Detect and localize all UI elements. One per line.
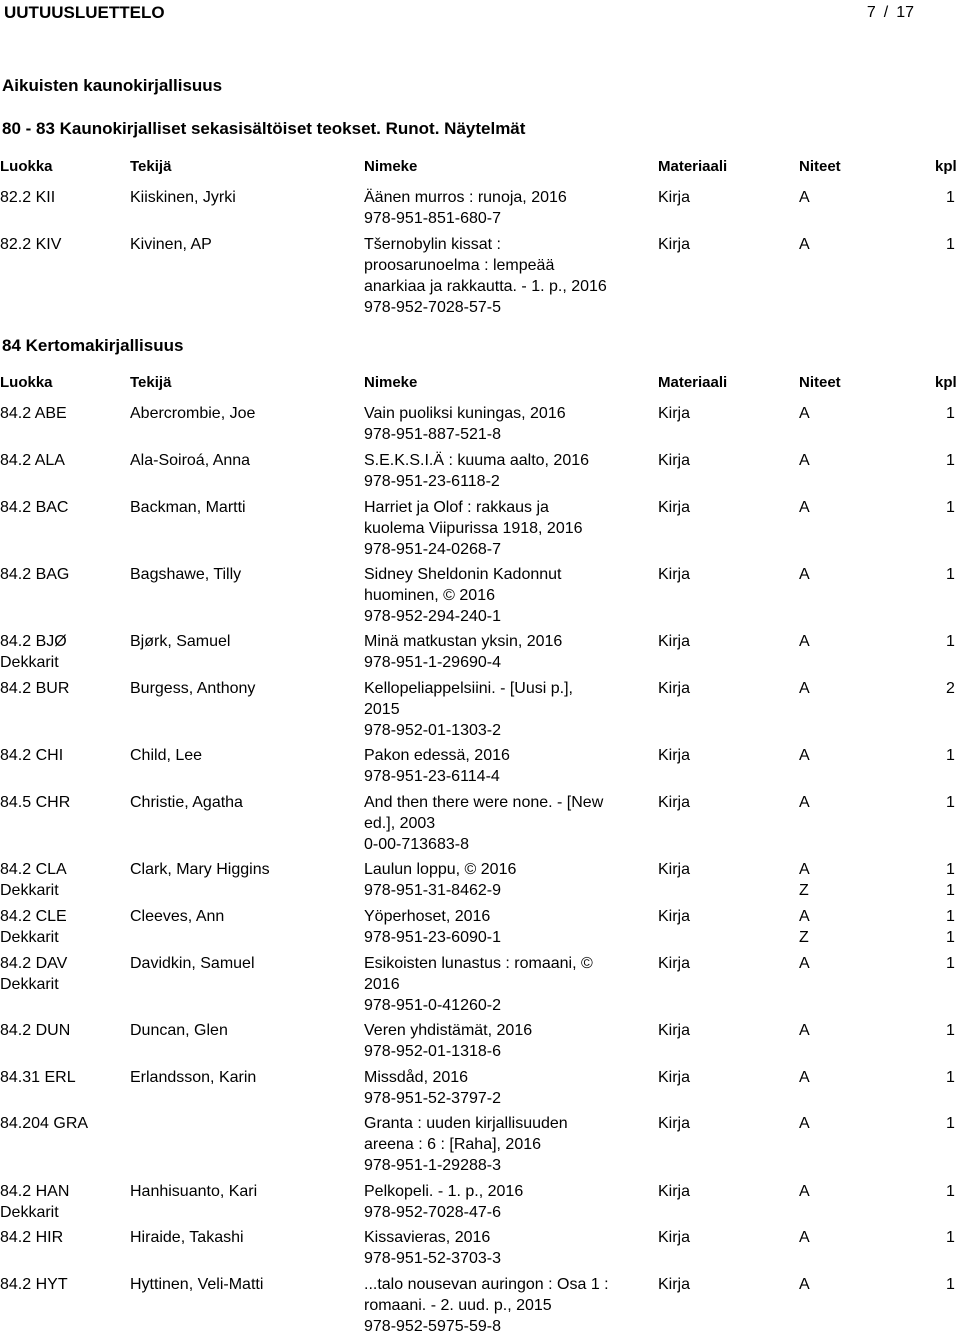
cell-kpl: 1 <box>946 955 955 972</box>
luokka-line: 84.2 HAN <box>0 1183 70 1200</box>
cell-luokka <box>0 234 125 255</box>
cell-kpl: 1 <box>946 1183 955 1200</box>
cell-tekija: Ala-Soiroá, Anna <box>130 452 251 469</box>
cell-kpl: 1 <box>946 861 955 878</box>
cell-niteet: A <box>799 861 810 878</box>
cell-luokka <box>0 564 125 585</box>
cell-materiaali: Kirja <box>658 499 691 516</box>
cell-tekija: Hiraide, Takashi <box>130 1229 244 1246</box>
luokka-line: 84.31 ERL <box>0 1069 76 1086</box>
nimeke-line: 0-00-713683-8 <box>364 836 469 853</box>
col-tekija: Tekijä <box>130 158 172 175</box>
luokka-line: 84.2 DUN <box>0 1022 71 1039</box>
cell-tekija: Backman, Martti <box>130 499 246 516</box>
cell-niteet: A <box>799 633 810 650</box>
cell-materiaali: Kirja <box>658 1229 691 1246</box>
cell-tekija: Burgess, Anthony <box>130 680 256 697</box>
cell-materiaali: Kirja <box>658 405 691 422</box>
cell-nimeke <box>364 745 624 787</box>
cell-nimeke <box>364 1113 624 1176</box>
luokka-line: 82.2 KIV <box>0 236 62 253</box>
luokka-line: 84.2 CLA <box>0 861 67 878</box>
cell-materiaali: Kirja <box>658 680 691 697</box>
cell-niteet: A <box>799 405 810 422</box>
luokka-line: 84.2 BAC <box>0 499 69 516</box>
cell-materiaali: Kirja <box>658 566 691 583</box>
cell-materiaali: Kirja <box>658 1115 691 1132</box>
luokka-line: 84.2 BUR <box>0 680 70 697</box>
nimeke-line: 978-951-851-680-7 <box>364 210 501 227</box>
nimeke-line: 978-951-23-6118-2 <box>364 473 500 490</box>
cell-niteet: A <box>799 566 810 583</box>
col-kpl: kpl <box>935 374 957 391</box>
cell-materiaali: Kirja <box>658 452 691 469</box>
luokka-line: Dekkarit <box>0 882 59 899</box>
nimeke-line: Pakon edessä, 2016 <box>364 747 510 764</box>
cell-nimeke <box>364 497 624 560</box>
column-headers <box>0 372 960 394</box>
cell-luokka <box>0 403 125 424</box>
nimeke-line: Veren yhdistämät, 2016 <box>364 1022 533 1039</box>
nimeke-line: S.E.K.S.I.Ä : kuuma aalto, 2016 <box>364 452 590 469</box>
cell-kpl: 1 <box>946 633 955 650</box>
cell-kpl: 1 <box>946 929 955 946</box>
col-kpl: kpl <box>935 158 957 175</box>
cell-kpl: 1 <box>946 189 955 206</box>
cell-luokka <box>0 1181 125 1223</box>
luokka-line: Dekkarit <box>0 654 59 671</box>
nimeke-line: ed.], 2003 <box>364 815 436 832</box>
cell-kpl: 1 <box>946 566 955 583</box>
cell-nimeke <box>364 678 624 741</box>
group-title-runot: 80 - 83 Kaunokirjalliset sekasisältöiset teokset. Runot. Näytelmät <box>2 119 526 138</box>
cell-nimeke <box>364 953 624 1016</box>
nimeke-line: 978-951-1-29690-4 <box>364 654 501 671</box>
cell-niteet: A <box>799 908 810 925</box>
cell-luokka <box>0 953 125 995</box>
nimeke-line: Sidney Sheldonin Kadonnut <box>364 566 562 583</box>
cell-kpl: 1 <box>946 1069 955 1086</box>
nimeke-line: kuolema Viipurissa 1918, 2016 <box>364 520 583 537</box>
cell-kpl: 1 <box>946 1022 955 1039</box>
page-total: 17 <box>896 4 914 21</box>
luokka-line: Dekkarit <box>0 1204 59 1221</box>
cell-luokka <box>0 745 125 766</box>
nimeke-line: Harriet ja Olof : rakkaus ja <box>364 499 549 516</box>
cell-niteet: A <box>799 452 810 469</box>
col-tekija: Tekijä <box>130 374 172 391</box>
nimeke-line: 2015 <box>364 701 400 718</box>
cell-kpl: 1 <box>946 499 955 516</box>
col-nimeke: Nimeke <box>364 374 418 391</box>
cell-materiaali: Kirja <box>658 955 691 972</box>
nimeke-line: Kellopeliappelsiini. - [Uusi p.], <box>364 680 573 697</box>
cell-materiaali: Kirja <box>658 236 691 253</box>
nimeke-line: 978-951-52-3703-3 <box>364 1250 501 1267</box>
luokka-line: 84.2 CLE <box>0 908 67 925</box>
nimeke-line: 978-952-5975-59-8 <box>364 1318 501 1335</box>
cell-luokka <box>0 859 125 901</box>
cell-materiaali: Kirja <box>658 1276 691 1293</box>
cell-niteet: A <box>799 236 810 253</box>
cell-tekija: Christie, Agatha <box>130 794 243 811</box>
nimeke-line: Minä matkustan yksin, 2016 <box>364 633 563 650</box>
cell-kpl: 1 <box>946 1115 955 1132</box>
cell-luokka <box>0 497 125 518</box>
luokka-line: 82.2 KII <box>0 189 56 206</box>
document-title: UUTUUSLUETTELO <box>4 3 165 22</box>
cell-tekija: Davidkin, Samuel <box>130 955 255 972</box>
cell-niteet: A <box>799 680 810 697</box>
cell-luokka <box>0 1067 125 1088</box>
cell-tekija: Child, Lee <box>130 747 203 764</box>
cell-niteet: A <box>799 189 810 206</box>
cell-luokka <box>0 792 125 813</box>
cell-niteet: A <box>799 794 810 811</box>
nimeke-line: And then there were none. - [New <box>364 794 604 811</box>
cell-luokka <box>0 1020 125 1041</box>
cell-niteet: Z <box>799 929 809 946</box>
cell-niteet: A <box>799 1183 810 1200</box>
cell-kpl: 1 <box>946 452 955 469</box>
nimeke-line: 978-951-52-3797-2 <box>364 1090 501 1107</box>
nimeke-line: Missdåd, 2016 <box>364 1069 469 1086</box>
column-headers <box>0 156 960 178</box>
cell-kpl: 1 <box>946 1229 955 1246</box>
nimeke-line: 2016 <box>364 976 400 993</box>
cell-materiaali: Kirja <box>658 1183 691 1200</box>
cell-materiaali: Kirja <box>658 747 691 764</box>
cell-luokka <box>0 1113 125 1134</box>
luokka-line: Dekkarit <box>0 976 59 993</box>
cell-materiaali: Kirja <box>658 908 691 925</box>
nimeke-line: Yöperhoset, 2016 <box>364 908 491 925</box>
luokka-line: 84.2 DAV <box>0 955 68 972</box>
cell-luokka <box>0 906 125 948</box>
page-number: 7 <box>866 4 876 21</box>
cell-tekija: Hanhisuanto, Kari <box>130 1183 258 1200</box>
cell-tekija: Clark, Mary Higgins <box>130 861 270 878</box>
section-title: Aikuisten kaunokirjallisuus <box>2 76 223 95</box>
luokka-line: Dekkarit <box>0 929 59 946</box>
cell-niteet: A <box>799 1229 810 1246</box>
col-luokka: Luokka <box>0 374 53 391</box>
cell-tekija: Kivinen, AP <box>130 236 212 253</box>
nimeke-line: Tšernobylin kissat : <box>364 236 501 253</box>
cell-materiaali: Kirja <box>658 1022 691 1039</box>
nimeke-line: Laulun loppu, © 2016 <box>364 861 517 878</box>
cell-niteet: A <box>799 1115 810 1132</box>
cell-materiaali: Kirja <box>658 1069 691 1086</box>
cell-nimeke <box>364 859 624 901</box>
cell-niteet: A <box>799 1069 810 1086</box>
page-indicator: 7 / 17 <box>866 4 914 21</box>
cell-tekija: Hyttinen, Veli-Matti <box>130 1276 264 1293</box>
cell-nimeke <box>364 1020 624 1062</box>
cell-tekija: Bjørk, Samuel <box>130 633 231 650</box>
cell-nimeke <box>364 906 624 948</box>
cell-nimeke <box>364 1067 624 1109</box>
cell-nimeke <box>364 450 624 492</box>
cell-luokka <box>0 678 125 699</box>
cell-luokka <box>0 187 125 208</box>
luokka-line: 84.2 HYT <box>0 1276 68 1293</box>
nimeke-line: 978-951-1-29288-3 <box>364 1157 501 1174</box>
nimeke-line: 978-952-01-1303-2 <box>364 722 501 739</box>
luokka-line: 84.2 BAG <box>0 566 70 583</box>
luokka-line: 84.2 ALA <box>0 452 65 469</box>
cell-luokka <box>0 1227 125 1248</box>
cell-tekija: Bagshawe, Tilly <box>130 566 242 583</box>
cell-niteet: A <box>799 955 810 972</box>
nimeke-line: ...talo nousevan auringon : Osa 1 : <box>364 1276 609 1293</box>
cell-nimeke <box>364 403 624 445</box>
cell-luokka <box>0 1274 125 1295</box>
nimeke-line: Äänen murros : runoja, 2016 <box>364 189 567 206</box>
nimeke-line: areena : 6 : [Raha], 2016 <box>364 1136 542 1153</box>
cell-nimeke <box>364 564 624 627</box>
nimeke-line: 978-951-887-521-8 <box>364 426 501 443</box>
cell-nimeke <box>364 1274 624 1337</box>
cell-nimeke <box>364 631 624 673</box>
luokka-line: 84.5 CHR <box>0 794 71 811</box>
col-luokka: Luokka <box>0 158 53 175</box>
cell-materiaali: Kirja <box>658 189 691 206</box>
col-niteet: Niteet <box>799 374 841 391</box>
nimeke-line: 978-951-24-0268-7 <box>364 541 501 558</box>
nimeke-line: 978-952-7028-47-6 <box>364 1204 501 1221</box>
cell-kpl: 1 <box>946 747 955 764</box>
cell-tekija: Abercrombie, Joe <box>130 405 256 422</box>
cell-niteet: Z <box>799 882 809 899</box>
cell-tekija: Kiiskinen, Jyrki <box>130 189 236 206</box>
cell-nimeke <box>364 792 624 855</box>
cell-materiaali: Kirja <box>658 861 691 878</box>
nimeke-line: Granta : uuden kirjallisuuden <box>364 1115 568 1132</box>
cell-niteet: A <box>799 499 810 516</box>
nimeke-line: 978-952-7028-57-5 <box>364 299 501 316</box>
nimeke-line: Esikoisten lunastus : romaani, © <box>364 955 593 972</box>
nimeke-line: 978-951-0-41260-2 <box>364 997 501 1014</box>
luokka-line: 84.2 CHI <box>0 747 64 764</box>
cell-kpl: 1 <box>946 1276 955 1293</box>
nimeke-line: Pelkopeli. - 1. p., 2016 <box>364 1183 524 1200</box>
cell-luokka <box>0 631 125 673</box>
nimeke-line: Kissavieras, 2016 <box>364 1229 491 1246</box>
cell-tekija: Erlandsson, Karin <box>130 1069 257 1086</box>
cell-kpl: 1 <box>946 908 955 925</box>
cell-kpl: 2 <box>946 680 955 697</box>
nimeke-line: 978-951-23-6114-4 <box>364 768 500 785</box>
cell-nimeke <box>364 1181 624 1223</box>
luokka-line: 84.2 ABE <box>0 405 67 422</box>
cell-niteet: A <box>799 747 810 764</box>
cell-kpl: 1 <box>946 794 955 811</box>
cell-kpl: 1 <box>946 405 955 422</box>
nimeke-line: 978-951-23-6090-1 <box>364 929 501 946</box>
cell-kpl: 1 <box>946 236 955 253</box>
luokka-line: 84.2 HIR <box>0 1229 64 1246</box>
cell-nimeke <box>364 187 624 229</box>
cell-niteet: A <box>799 1276 810 1293</box>
page-header <box>0 0 960 26</box>
cell-kpl: 1 <box>946 882 955 899</box>
cell-nimeke <box>364 1227 624 1269</box>
cell-nimeke <box>364 234 624 318</box>
col-materiaali: Materiaali <box>658 158 728 175</box>
cell-luokka <box>0 450 125 471</box>
nimeke-line: proosarunoelma : lempeää <box>364 257 555 274</box>
cell-tekija: Duncan, Glen <box>130 1022 228 1039</box>
nimeke-line: anarkiaa ja rakkautta. - 1. p., 2016 <box>364 278 607 295</box>
col-niteet: Niteet <box>799 158 841 175</box>
luokka-line: 84.204 GRA <box>0 1115 89 1132</box>
cell-materiaali: Kirja <box>658 794 691 811</box>
nimeke-line: 978-951-31-8462-9 <box>364 882 501 899</box>
group-title-kertomakirjallisuus: 84 Kertomakirjallisuus <box>2 336 184 355</box>
cell-tekija: Cleeves, Ann <box>130 908 225 925</box>
col-materiaali: Materiaali <box>658 374 728 391</box>
nimeke-line: 978-952-294-240-1 <box>364 608 501 625</box>
nimeke-line: romaani. - 2. uud. p., 2015 <box>364 1297 552 1314</box>
nimeke-line: Vain puoliksi kuningas, 2016 <box>364 405 566 422</box>
luokka-line: 84.2 BJØ <box>0 633 67 650</box>
cell-materiaali: Kirja <box>658 633 691 650</box>
nimeke-line: 978-952-01-1318-6 <box>364 1043 501 1060</box>
cell-niteet: A <box>799 1022 810 1039</box>
col-nimeke: Nimeke <box>364 158 418 175</box>
nimeke-line: huominen, © 2016 <box>364 587 495 604</box>
